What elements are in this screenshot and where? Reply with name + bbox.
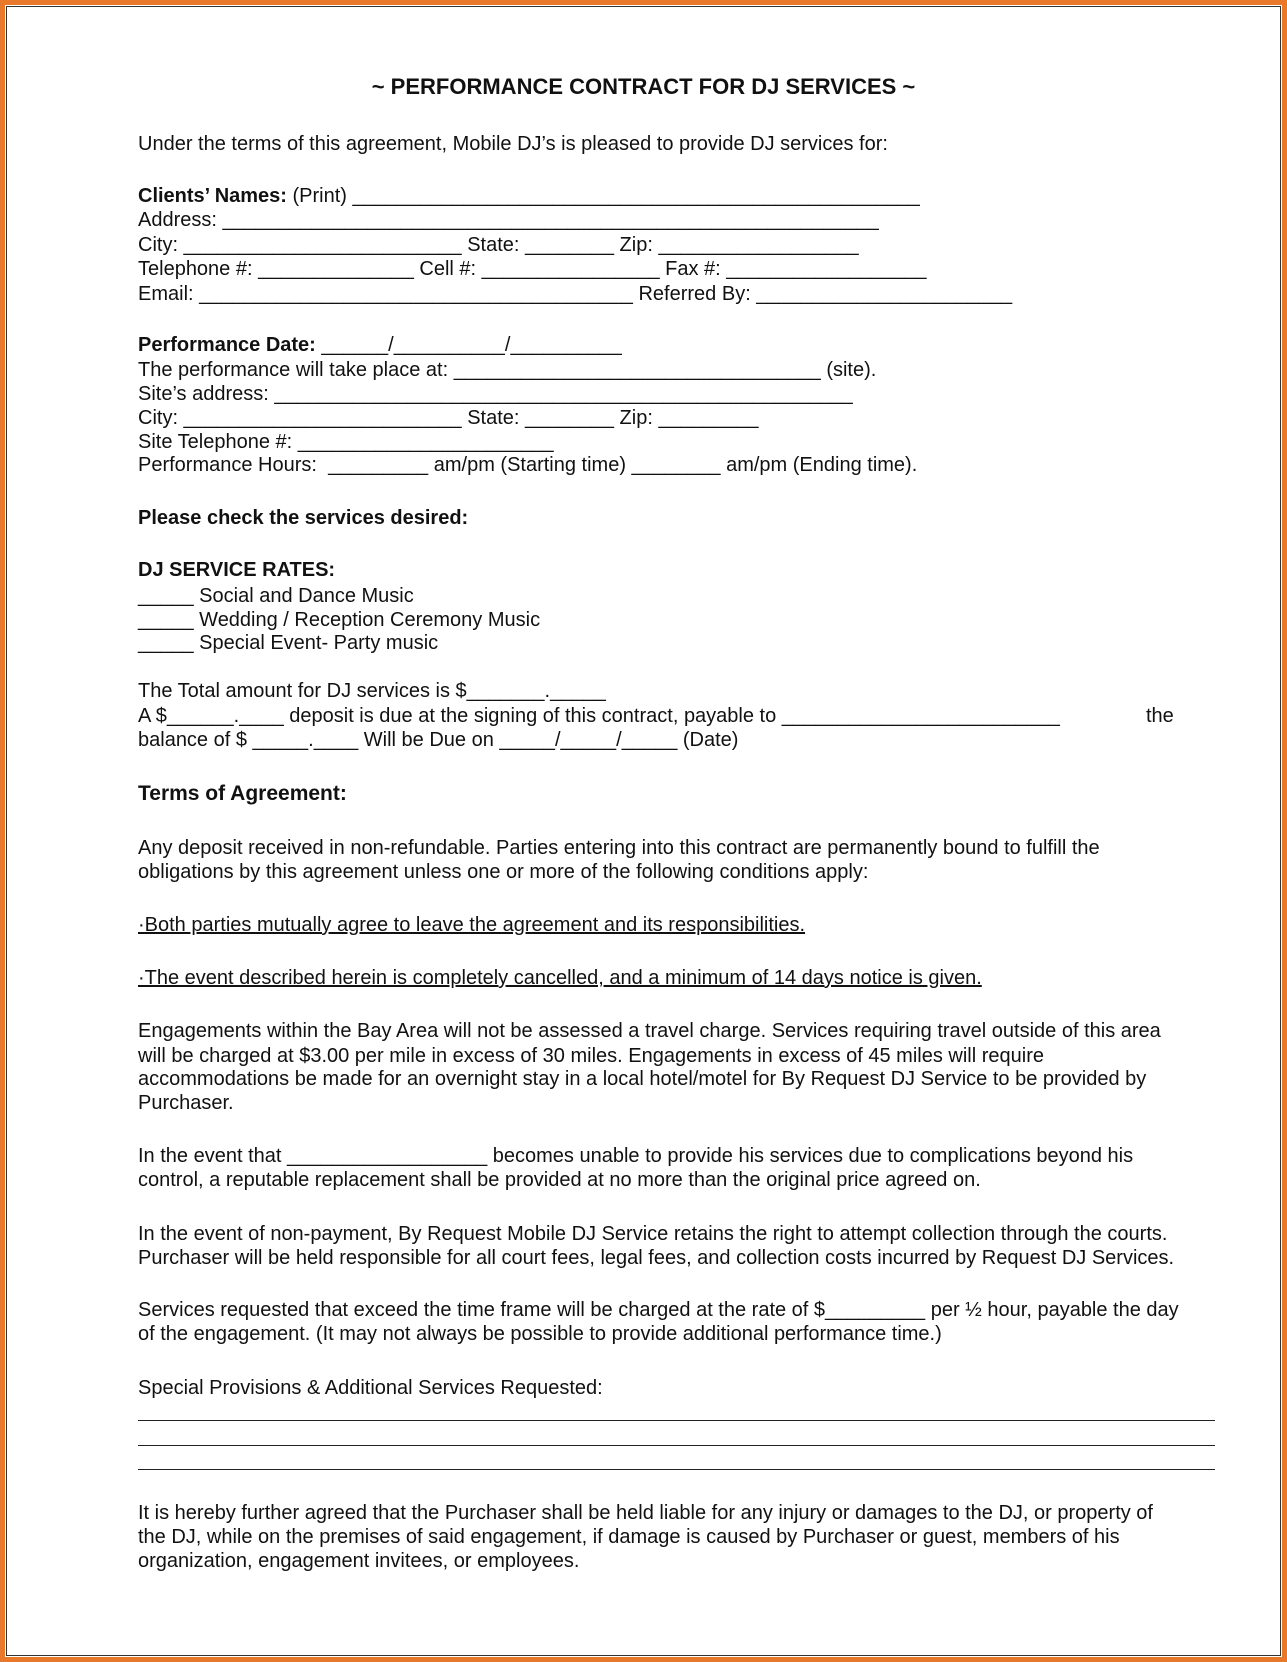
email-referred-field[interactable]: Email: _______________________________________ Referred By: _______________________ (138, 283, 1013, 305)
terms-heading: Terms of Agreement: (138, 782, 347, 805)
phone-fields[interactable]: Telephone #: ______________ Cell #: ________________ Fax #: __________________ (138, 258, 927, 280)
condition-2: ·The event described herein is completely cancelled, and a minimum of 14 days notice is given. (138, 967, 982, 989)
travel-text: Engagements within the Bay Area will not be assessed a travel charge. Services requiring travel outside of this area (138, 1020, 1161, 1042)
site-address-field[interactable]: Site’s address: ____________________________________________________ (138, 383, 853, 405)
rates-heading: DJ SERVICE RATES: (138, 559, 336, 581)
performance-date-label: Performance Date: (138, 334, 316, 356)
address-field[interactable]: Address: ___________________________________________________________ (138, 209, 879, 231)
travel-text: will be charged at $3.00 per mile in excess of 30 miles. Engagements in excess of 45 miles will require (138, 1045, 1044, 1067)
performance-hours-field[interactable]: Performance Hours: _________ am/pm (Starting time) ________ am/pm (Ending time). (138, 454, 918, 476)
special-provisions-line-2[interactable] (138, 1445, 1215, 1446)
replacement-text[interactable]: In the event that __________________ becomes unable to provide his services due to complications beyond his (138, 1145, 1134, 1167)
services-instruction: Please check the services desired: (138, 507, 469, 529)
city-state-zip-field[interactable]: City: _________________________ State: ________ Zip: __________________ (138, 234, 859, 256)
document-title: ~ PERFORMANCE CONTRACT FOR DJ SERVICES ~ (371, 74, 916, 99)
terms-text: Any deposit received in non-refundable. Parties entering into this contract are permanently bound to fulfill the (138, 837, 1100, 859)
travel-text: accommodations be made for an overnight stay in a local hotel/motel for By Request DJ Service to be provided by (138, 1068, 1147, 1090)
replacement-text: control, a reputable replacement shall be provided at no more than the original price agreed on. (138, 1169, 981, 1191)
clients-names-label: Clients’ Names: (138, 185, 287, 207)
site-city-field[interactable]: City: _________________________ State: ________ Zip: _________ (138, 407, 759, 429)
service-option-special-event[interactable]: _____ Special Event- Party music (138, 632, 439, 654)
nonpayment-text: Purchaser will be held responsible for all court fees, legal fees, and collection costs incurred by Request DJ Services. (138, 1247, 1175, 1269)
performance-date-blank[interactable]: ______/__________/__________ (315, 334, 622, 356)
site-field[interactable]: The performance will take place at: _________________________________ (site). (138, 359, 877, 381)
nonpayment-text: In the event of non-payment, By Request Mobile DJ Service retains the right to attempt collection through the courts. (138, 1223, 1168, 1245)
deposit-field[interactable]: A $______.____ deposit is due at the signing of this contract, payable to _________________________ (138, 705, 1060, 727)
overtime-text[interactable]: Services requested that exceed the time frame will be charged at the rate of $_________ per ½ hour, payable the day (138, 1299, 1179, 1321)
liability-text: the DJ, while on the premises of said engagement, if damage is caused by Purchaser or guest, members of his (138, 1526, 1120, 1548)
liability-text: organization, engagement invitees, or employees. (138, 1550, 580, 1572)
performance-date-field[interactable] (138, 333, 622, 357)
deposit-line-end: the (1146, 705, 1174, 727)
site-telephone-field[interactable]: Site Telephone #: _______________________ (138, 431, 554, 453)
special-provisions-label: Special Provisions & Additional Services Requested: (138, 1377, 603, 1399)
overtime-text: of the engagement. (It may not always be possible to provide additional performance time.) (138, 1323, 942, 1345)
special-provisions-line-3[interactable] (138, 1469, 1215, 1470)
special-provisions-line-1[interactable] (138, 1420, 1215, 1421)
service-option-social[interactable]: _____ Social and Dance Music (138, 585, 414, 607)
clients-names-field[interactable] (138, 184, 920, 208)
travel-text: Purchaser. (138, 1092, 234, 1114)
condition-1: ·Both parties mutually agree to leave the agreement and its responsibilities. (138, 914, 806, 936)
clients-names-blank[interactable]: (Print) ___________________________________________________ (286, 185, 920, 207)
liability-text: It is hereby further agreed that the Purchaser shall be held liable for any injury or damages to the DJ, or property of (138, 1502, 1153, 1524)
total-amount-field[interactable]: The Total amount for DJ services is $_______._____ (138, 680, 606, 702)
balance-field[interactable]: balance of $ _____.____ Will be Due on _____/_____/_____ (Date) (138, 729, 739, 751)
intro-text: Under the terms of this agreement, Mobile DJ’s is pleased to provide DJ services for: (138, 133, 888, 155)
terms-text: obligations by this agreement unless one or more of the following conditions apply: (138, 861, 869, 883)
service-option-wedding[interactable]: _____ Wedding / Reception Ceremony Music (138, 609, 541, 631)
